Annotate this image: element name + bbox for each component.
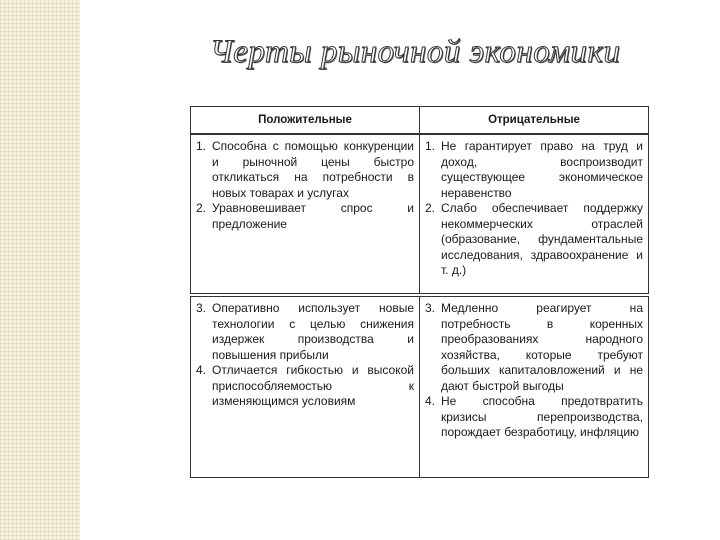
item-number: 3.: [425, 301, 436, 315]
item-text: Не гарантирует право на труд и доход, воспроизводит существующее экономическое неравенство: [441, 139, 643, 200]
features-table-bottom: [190, 296, 649, 478]
item-text: Не способна предотвратить кризисы перепроизводства, порождает безработицу, инфляцию: [441, 394, 643, 439]
negative-column: [419, 297, 648, 477]
list-item: [196, 363, 414, 410]
item-text: Способна с помощью конкуренции и рыночной цены быстро откликаться на потребности в новых товарах и услугах: [212, 139, 414, 200]
table-row: [191, 135, 648, 293]
list-item: [196, 139, 414, 201]
list-item: [196, 301, 414, 363]
decorative-side-strip: [0, 0, 80, 540]
item-text: Слабо обеспечивает поддержку некоммерческих отраслей (образование, фундаментальные исследования, здравоохранение и т. д.): [441, 201, 643, 277]
features-table-top: [190, 106, 649, 294]
negative-column: [419, 135, 648, 293]
item-number: 3.: [196, 301, 207, 315]
item-number: 4.: [196, 363, 207, 377]
positive-column: [191, 297, 419, 477]
item-number: 1.: [425, 139, 436, 153]
header-positive: Положительные: [258, 114, 352, 126]
positive-column: [191, 135, 419, 293]
item-text: Медленно реагирует на потребность в коренных преобразованиях народного хозяйства, которые требуют больших капиталовложений и не дают быстрой выгоды: [441, 301, 643, 393]
list-item: [425, 139, 643, 201]
item-text: Отличается гибкостью и высокой приспособляемостью к изменяющимся условиям: [212, 363, 414, 408]
list-item: [425, 201, 643, 279]
slide-title: Черты рыночной экономики: [210, 34, 621, 70]
item-number: 2.: [196, 201, 207, 215]
item-text: Уравновешивает спрос и предложение: [212, 201, 414, 231]
item-number: 1.: [196, 139, 207, 153]
table-header-row: [191, 107, 648, 135]
list-item: [196, 201, 414, 232]
list-item: [425, 301, 643, 394]
item-number: 4.: [425, 394, 436, 408]
list-item: [425, 394, 643, 441]
item-text: Оперативно использует новые технологии с целью снижения издержек производства и повышения прибыли: [212, 301, 414, 362]
header-negative: Отрицательные: [419, 107, 648, 133]
item-number: 2.: [425, 201, 436, 215]
table-row: [191, 297, 648, 477]
